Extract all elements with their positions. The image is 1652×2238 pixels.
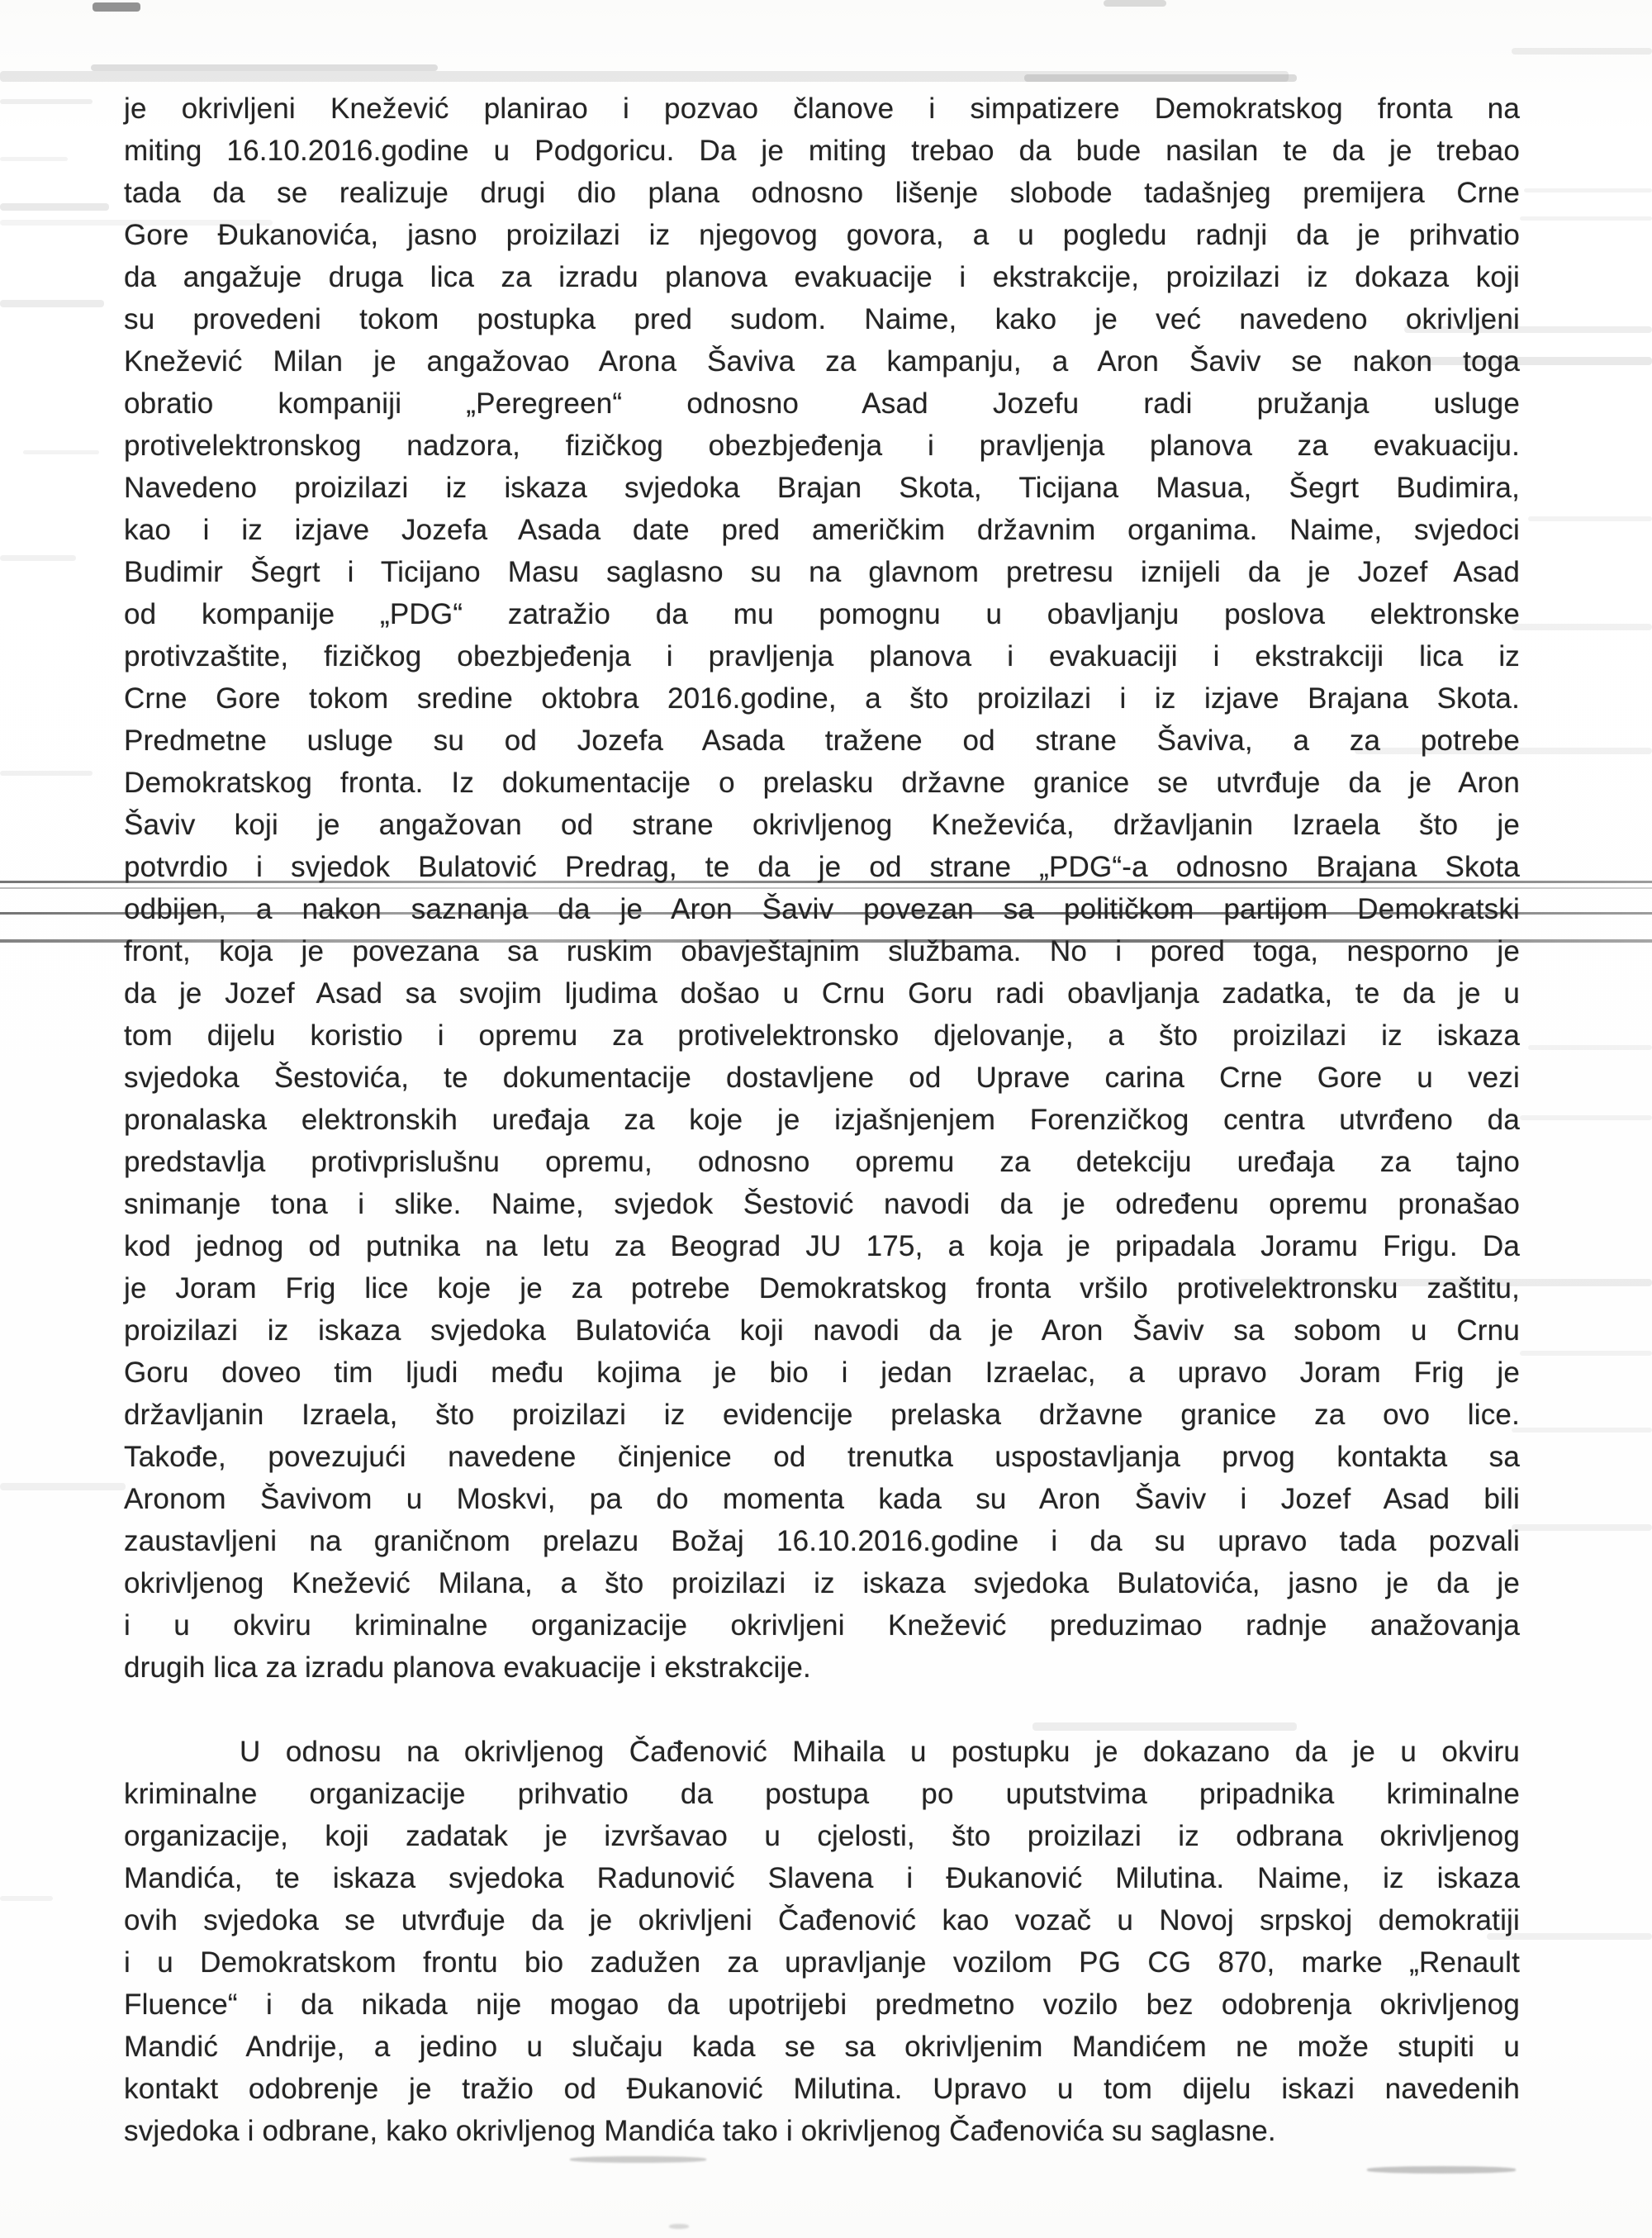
text-line: kao i iz izjave Jozefa Asada date pred američkim državnim organima. Naime, svjedoci [124,514,1520,546]
text-line: Gore Đukanovića, jasno proizilazi iz njegovog govora, a u pogledu radnji da je prihvatio [124,219,1520,251]
text-line: zaustavljeni na graničnom prelazu Božaj 16.10.2016.godine i da su upravo tada pozvali [124,1525,1520,1557]
text-line: Knežević Milan je angažovao Arona Šaviva za kampanju, a Aron Šaviv se nakon toga [124,345,1520,378]
scan-streak [0,300,104,307]
scan-streak [1528,1045,1652,1050]
scan-streak [1512,1524,1652,1531]
text-line: organizacije, koji zadatak je izvršavao u cjelosti, što proizilazi iz odbrana okrivljenog [124,1820,1520,1852]
text-line: Goru doveo tim ljudi među kojima je bio i jedan Izraelac, a upravo Joram Frig je [124,1357,1520,1389]
text-line: Demokratskog fronta. Iz dokumentacije o prelasku državne granice se utvrđuje da je Aron [124,767,1520,799]
scan-streak [23,450,99,454]
text-line: je okrivljeni Knežević planirao i pozvao članove i simpatizere Demokratskog fronta na [124,93,1520,125]
scan-streak [0,203,109,211]
scan-streak [1104,0,1166,7]
text-line: od kompanije „PDG“ zatražio da mu pomognu u obavljanju poslova elektronske [124,598,1520,630]
paragraph [124,1731,1520,2152]
text-line: državljanin Izraela, što proizilazi iz evidencije prelaska državne granice za ovo lice. [124,1399,1520,1431]
text-line: potvrdio i svjedok Bulatović Predrag, te da je od strane „PDG“-a odnosno Brajana Skota [124,851,1520,883]
scan-streak [0,555,76,561]
ink-smudge [669,2224,689,2229]
text-line: obratio kompaniji „Peregreen“ odnosno Asad Jozefu radi pružanja usluge [124,387,1520,420]
text-line: kriminalne organizacije prihvatio da postupa po uputstvima pripadnika kriminalne [124,1778,1520,1810]
scan-streak [1024,74,1297,82]
scan-streak [91,64,438,71]
text-line: su provedeni tokom postupka pred sudom. Naime, kako je već navedeno okrivljeni [124,303,1520,335]
scan-streak [1528,516,1652,521]
text-line: i u okviru kriminalne organizacije okrivljeni Knežević preduzimao radnje anažovanja [124,1609,1520,1642]
scan-streak [1512,1428,1652,1433]
scan-streak [1512,624,1652,630]
text-line: protivzaštite, fizičkog obezbjeđenja i pravljenja planova i evakuaciji i ekstrakciji lica iz [124,640,1520,672]
scan-streak [1524,188,1652,192]
text-line: proizilazi iz iskaza svjedoka Bulatovića koji navodi da je Aron Šaviv sa sobom u Crnu [124,1314,1520,1347]
scan-streak [0,1483,126,1490]
scan-streak [0,1896,53,1901]
scan-streak [0,771,93,776]
text-line: svjedoka Šestovića, te dokumentacije dostavljene od Uprave carina Crne Gore u vezi [124,1062,1520,1094]
text-line: U odnosu na okrivljenog Čađenović Mihaila u postupku je dokazano da je u okviru [240,1736,1520,1768]
scan-streak [93,2,140,12]
text-line: pronalaska elektronskih uređaja za koje je izjašnjenjem Forenzičkog centra utvrđeno da [124,1104,1520,1136]
text-line: Navedeno proizilazi iz iskaza svjedoka Brajan Skota, Ticijana Masua, Šegrt Budimira, [124,472,1520,504]
scan-streak [0,99,93,104]
text-line: ovih svjedoka se utvrđuje da je okrivljeni Čađenović kao vozač u Novoj srpskoj demokratiji [124,1904,1520,1936]
scan-streak [1520,1115,1652,1120]
scan-streak [0,157,68,161]
text-line: protivelektronskog nadzora, fizičkog obezbjeđenja i pravljenja planova za evakuaciju. [124,430,1520,462]
ink-smudge [1367,2166,1516,2174]
text-line: kontakt odobrenje je tražio od Đukanović Milutina. Upravo u tom dijelu iskazi navedenih [124,2073,1520,2105]
text-line: i u Demokratskom frontu bio zadužen za upravljanje vozilom PG CG 870, marke „Renault [124,1946,1520,1979]
document-text [124,88,1520,2152]
text-line: front, koja je povezana sa ruskim obavještajnim službama. No i pored toga, nesporno je [124,935,1520,967]
text-line: da angažuje druga lica za izradu planova evakuacije i ekstrakcije, proizilazi iz dokaza koji [124,261,1520,293]
scan-streak [1512,48,1652,55]
text-line: Predmetne usluge su od Jozefa Asada tražene od strane Šaviva, a za potrebe [124,725,1520,757]
text-line: Crne Gore tokom sredine oktobra 2016.godine, a što proizilazi i iz izjave Brajana Skota. [124,682,1520,715]
text-line: tada da se realizuje drugi dio plana odnosno lišenje slobode tadašnjeg premijera Crne [124,177,1520,209]
text-line: svjedoka i odbrane, kako okrivljenog Mandića tako i okrivljenog Čađenovića su saglasne. [124,2115,1276,2147]
text-line: da je Jozef Asad sa svojim ljudima došao u Crnu Goru radi obavljanja zadatka, te da je u [124,977,1520,1010]
paragraph [124,88,1520,1689]
text-line: miting 16.10.2016.godine u Podgoricu. Da je miting trebao da bude nasilan te da je trebao [124,135,1520,167]
text-line: Budimir Šegrt i Ticijano Masu saglasno su na glavnom pretresu iznijeli da je Jozef Asad [124,556,1520,588]
text-line: snimanje tona i slike. Naime, svjedok Šestović navodi da je određenu opremu pronašao [124,1188,1520,1220]
ink-smudge [570,2156,706,2163]
scan-streak [1520,1351,1652,1356]
text-line: Takođe, povezujući navedene činjenice od trenutka uspostavljanja prvog kontakta sa [124,1441,1520,1473]
scan-streak [1520,216,1652,221]
text-line: odbijen, a nakon saznanja da je Aron Šaviv povezan sa političkom partijom Demokratski [124,893,1520,925]
text-line: drugih lica za izradu planova evakuacije i ekstrakcije. [124,1651,811,1684]
text-line: Mandića, te iskaza svjedoka Radunović Slavena i Đukanović Milutina. Naime, iz iskaza [124,1862,1520,1894]
text-line: Mandić Andrije, a jedino u slučaju kada se sa okrivljenim Mandićem ne može stupiti u [124,2031,1520,2063]
text-line: kod jednog od putnika na letu za Beograd JU 175, a koja je pripadala Joramu Frigu. Da [124,1230,1520,1262]
text-line: Aronom Šavivom u Moskvi, pa do momenta kada su Aron Šaviv i Jozef Asad bili [124,1483,1520,1515]
text-line: je Joram Frig lice koje je za potrebe Demokratskog fronta vršilo protivelektronsku zaštitu, [124,1272,1520,1304]
text-line: okrivljenog Knežević Milana, a što proizilazi iz iskaza svjedoka Bulatovića, jasno je da je [124,1567,1520,1599]
text-line: Fluence“ i da nikada nije mogao da upotrijebi predmetno vozilo bez odobrenja okrivljenog [124,1989,1520,2021]
text-line: tom dijelu koristio i opremu za protivelektronsko djelovanje, a što proizilazi iz iskaza [124,1019,1520,1052]
text-line: predstavlja protivprislušnu opremu, odnosno opremu za detekciju uređaja za tajno [124,1146,1520,1178]
text-line: Šaviv koji je angažovan od strane okrivljenog Kneževića, državljanin Izraela što je [124,809,1520,841]
